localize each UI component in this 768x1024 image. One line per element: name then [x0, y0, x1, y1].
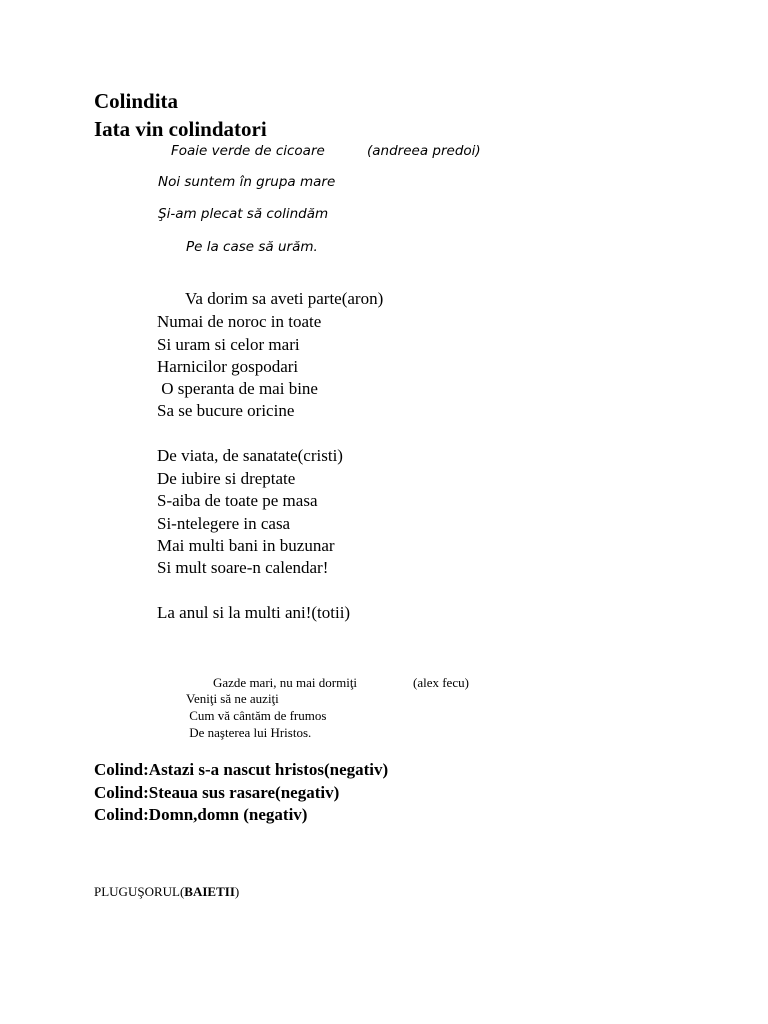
stanza2-line-3: S-aiba de toate pe masa	[157, 491, 318, 510]
plugusorul-suffix: )	[234, 884, 240, 899]
song2-author: (alex fecu)	[413, 675, 469, 690]
colind-line-1: Colind:Astazi s-a nascut hristos(negativ)	[94, 760, 389, 779]
plugusorul-bold: BAIETII	[184, 884, 235, 899]
plugusorul-line	[94, 885, 239, 898]
song1-line-2: Noi suntem în grupa mare	[158, 174, 336, 190]
stanza2-line-1: De viata, de sanatate(cristi)	[157, 446, 343, 465]
song1-line-1: Foaie verde de cicoare	[171, 143, 325, 159]
stanza2-line-2: De iubire si dreptate	[157, 469, 296, 488]
stanza1-line-6: Sa se bucure oricine	[157, 401, 295, 420]
stanza2-line-6: Si mult soare-n calendar!	[157, 558, 329, 577]
plugusorul-prefix: PLUGUŞORUL(	[94, 884, 185, 899]
stanza1-line-1: Va dorim sa aveti parte(aron)	[185, 289, 384, 308]
song2-line-3: Cum vă cântăm de frumos	[186, 708, 327, 723]
stanza1-line-2: Numai de noroc in toate	[157, 312, 322, 331]
song2-line-4: De naşterea lui Hristos.	[186, 725, 312, 740]
song2-line-2: Veniţi să ne auziţi	[186, 691, 279, 706]
stanza1-line-4: Harnicilor gospodari	[157, 357, 299, 376]
song1-author: (andreea predoi)	[367, 143, 481, 159]
colind-line-3: Colind:Domn,domn (negativ)	[94, 805, 308, 824]
song-title: Iata vin colindatori	[94, 117, 267, 141]
doc-title: Colindita	[94, 89, 179, 113]
stanza1-line-3: Si uram si celor mari	[157, 335, 300, 354]
stanza2-line-5: Mai multi bani in buzunar	[157, 536, 335, 555]
song2-line-1: Gazde mari, nu mai dormiţi	[213, 675, 358, 690]
song1-line-4: Pe la case să urăm.	[186, 239, 318, 255]
stanza2-line-4: Si-ntelegere in casa	[157, 514, 291, 533]
song1-line-3: Şi-am plecat să colindăm	[158, 206, 329, 222]
closing-line: La anul si la multi ani!(totii)	[157, 603, 351, 622]
stanza1-line-5: O speranta de mai bine	[157, 379, 318, 398]
colind-line-2: Colind:Steaua sus rasare(negativ)	[94, 783, 340, 802]
